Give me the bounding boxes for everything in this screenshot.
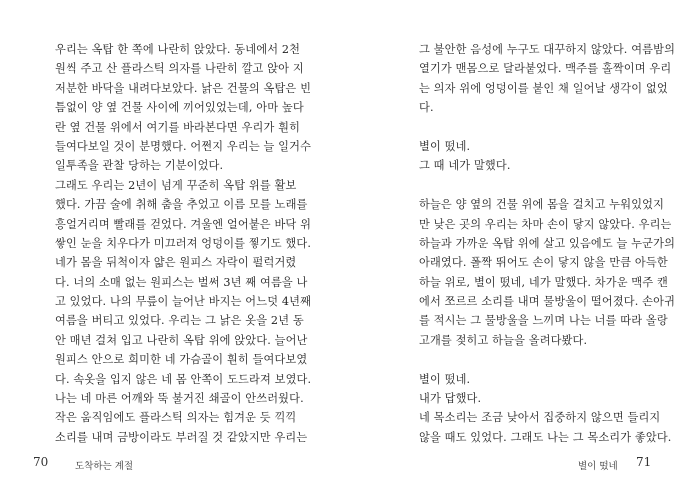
- left-page-body: [55, 40, 325, 447]
- text-line: 에서 쪼르르 소리를 내며 물방울이 떨어졌다. 손아귀: [419, 295, 676, 309]
- text-line: 소리를 내며 금방이라도 부러질 것 같았지만 우리는: [55, 430, 308, 444]
- text-line: 다. 너의 소매 없는 원피스는 벌써 3년 째 여름을 나: [55, 275, 308, 289]
- text-line: 고 있었다. 나의 무릎이 늘어난 바지는 어느덧 4년째: [55, 295, 312, 309]
- blank-line: [419, 176, 681, 195]
- text-line: 그 때 네가 말했다.: [419, 159, 511, 173]
- right-running-title: 별이 떴네: [578, 461, 618, 472]
- text-line: 아래였다. 폴짝 뛰어도 손이 닿지 않을 만큼 아득한: [419, 256, 668, 270]
- text-line: 네 목소리는 조금 낮아서 집중하지 않으면 들리지: [419, 411, 661, 425]
- text-line: 별이 떴네.: [419, 372, 471, 386]
- left-running-title: 도착하는 계절: [75, 461, 134, 472]
- text-line: 다.: [419, 101, 434, 115]
- text-line: 고개를 젖히고 하늘을 올려다봤다.: [419, 333, 588, 347]
- right-page-body: [419, 40, 681, 447]
- text-line: 작은 움직임에도 플라스틱 의자는 힘겨운 듯 끽끽: [55, 411, 297, 425]
- text-line: 하늘과 가까운 옥탑 위에 살고 있음에도 늘 누군가의: [419, 236, 676, 250]
- text-line: 네가 몸을 뒤척이자 얇은 원피스 자락이 펄럭거렸: [55, 256, 297, 270]
- text-line: 했다. 가끔 술에 취해 춤을 추었고 이름 모를 노래를: [55, 198, 308, 212]
- text-line: 그래도 우리는 2년이 넘게 꾸준히 옥탑 위를 활보: [55, 178, 297, 192]
- blank-line: [419, 118, 681, 137]
- text-line: 흥얼거리며 빨래를 걷었다. 겨울엔 얼어붙은 바닥 위: [55, 217, 312, 231]
- text-line: 우리는 옥탑 한 쪽에 나란히 앉았다. 동네에서 2천: [55, 43, 301, 56]
- text-line: 열기가 맨몸으로 달라붙었다. 맥주를 홀짝이며 우리: [419, 62, 672, 76]
- text-line: 하늘 위로, 별이 떴네, 네가 말했다. 차가운 맥주 캔: [419, 275, 668, 289]
- text-line: 쌓인 눈을 치우다가 미끄러져 엉덩이를 찧기도 했다.: [55, 236, 312, 250]
- text-line: 내가 답했다.: [419, 392, 482, 406]
- text-line: 들여다보일 것이 분명했다. 어쩐지 우리는 늘 일거수: [55, 139, 312, 153]
- text-line: 틈없이 양 옆 건물 사이에 끼어있었는데, 아마 높다: [55, 101, 304, 115]
- blank-line: [419, 350, 681, 369]
- text-line: 를 적시는 그 물방울을 느끼며 나는 너를 따라 올랑: [419, 314, 668, 328]
- right-page: [350, 0, 700, 496]
- text-line: 별이 떴네.: [419, 139, 471, 153]
- text-line: 안 매년 걸쳐 입고 나란히 옥탑 위에 앉았다. 늘어난: [55, 333, 308, 347]
- text-line: 원피스 안으로 희미한 네 가슴골이 훤히 들여다보였: [55, 353, 308, 367]
- text-line: 만 낮은 곳의 우리는 차마 손이 닿지 않았다. 우리는: [419, 217, 672, 231]
- text-line: 그 불안한 음성에 누구도 대꾸하지 않았다. 여름밤의: [419, 43, 676, 56]
- text-line: 원씩 주고 산 플라스틱 의자를 나란히 깔고 앉아 지: [55, 62, 304, 76]
- text-line: 여름을 버티고 있었다. 우리는 그 낡은 옷을 2년 동: [55, 314, 304, 328]
- text-line: 저분한 바닥을 내려다보았다. 낡은 건물의 옥탑은 빈: [55, 81, 312, 95]
- text-line: 않을 때도 있었다. 그래도 나는 그 목소리가 좋았다.: [419, 430, 672, 444]
- text-line: 일투족을 관찰 당하는 기분이었다.: [55, 159, 224, 173]
- text-line: 란 옆 건물 위에서 여기를 바라본다면 우리가 훤히: [55, 120, 301, 134]
- text-line: 나는 네 마른 어깨와 뚝 불거진 쇄골이 안쓰러웠다.: [55, 392, 304, 406]
- text-line: 하늘은 양 옆의 건물 위에 몸을 걸치고 누워있었지: [419, 198, 665, 212]
- text-line: 다. 속옷을 입지 않은 네 몸 안쪽이 도드라져 보였다.: [55, 372, 312, 386]
- right-page-number: 71: [636, 455, 652, 469]
- left-page-number: 70: [33, 455, 49, 469]
- text-line: 는 의자 위에 엉덩이를 붙인 채 일어날 생각이 없었: [419, 81, 668, 95]
